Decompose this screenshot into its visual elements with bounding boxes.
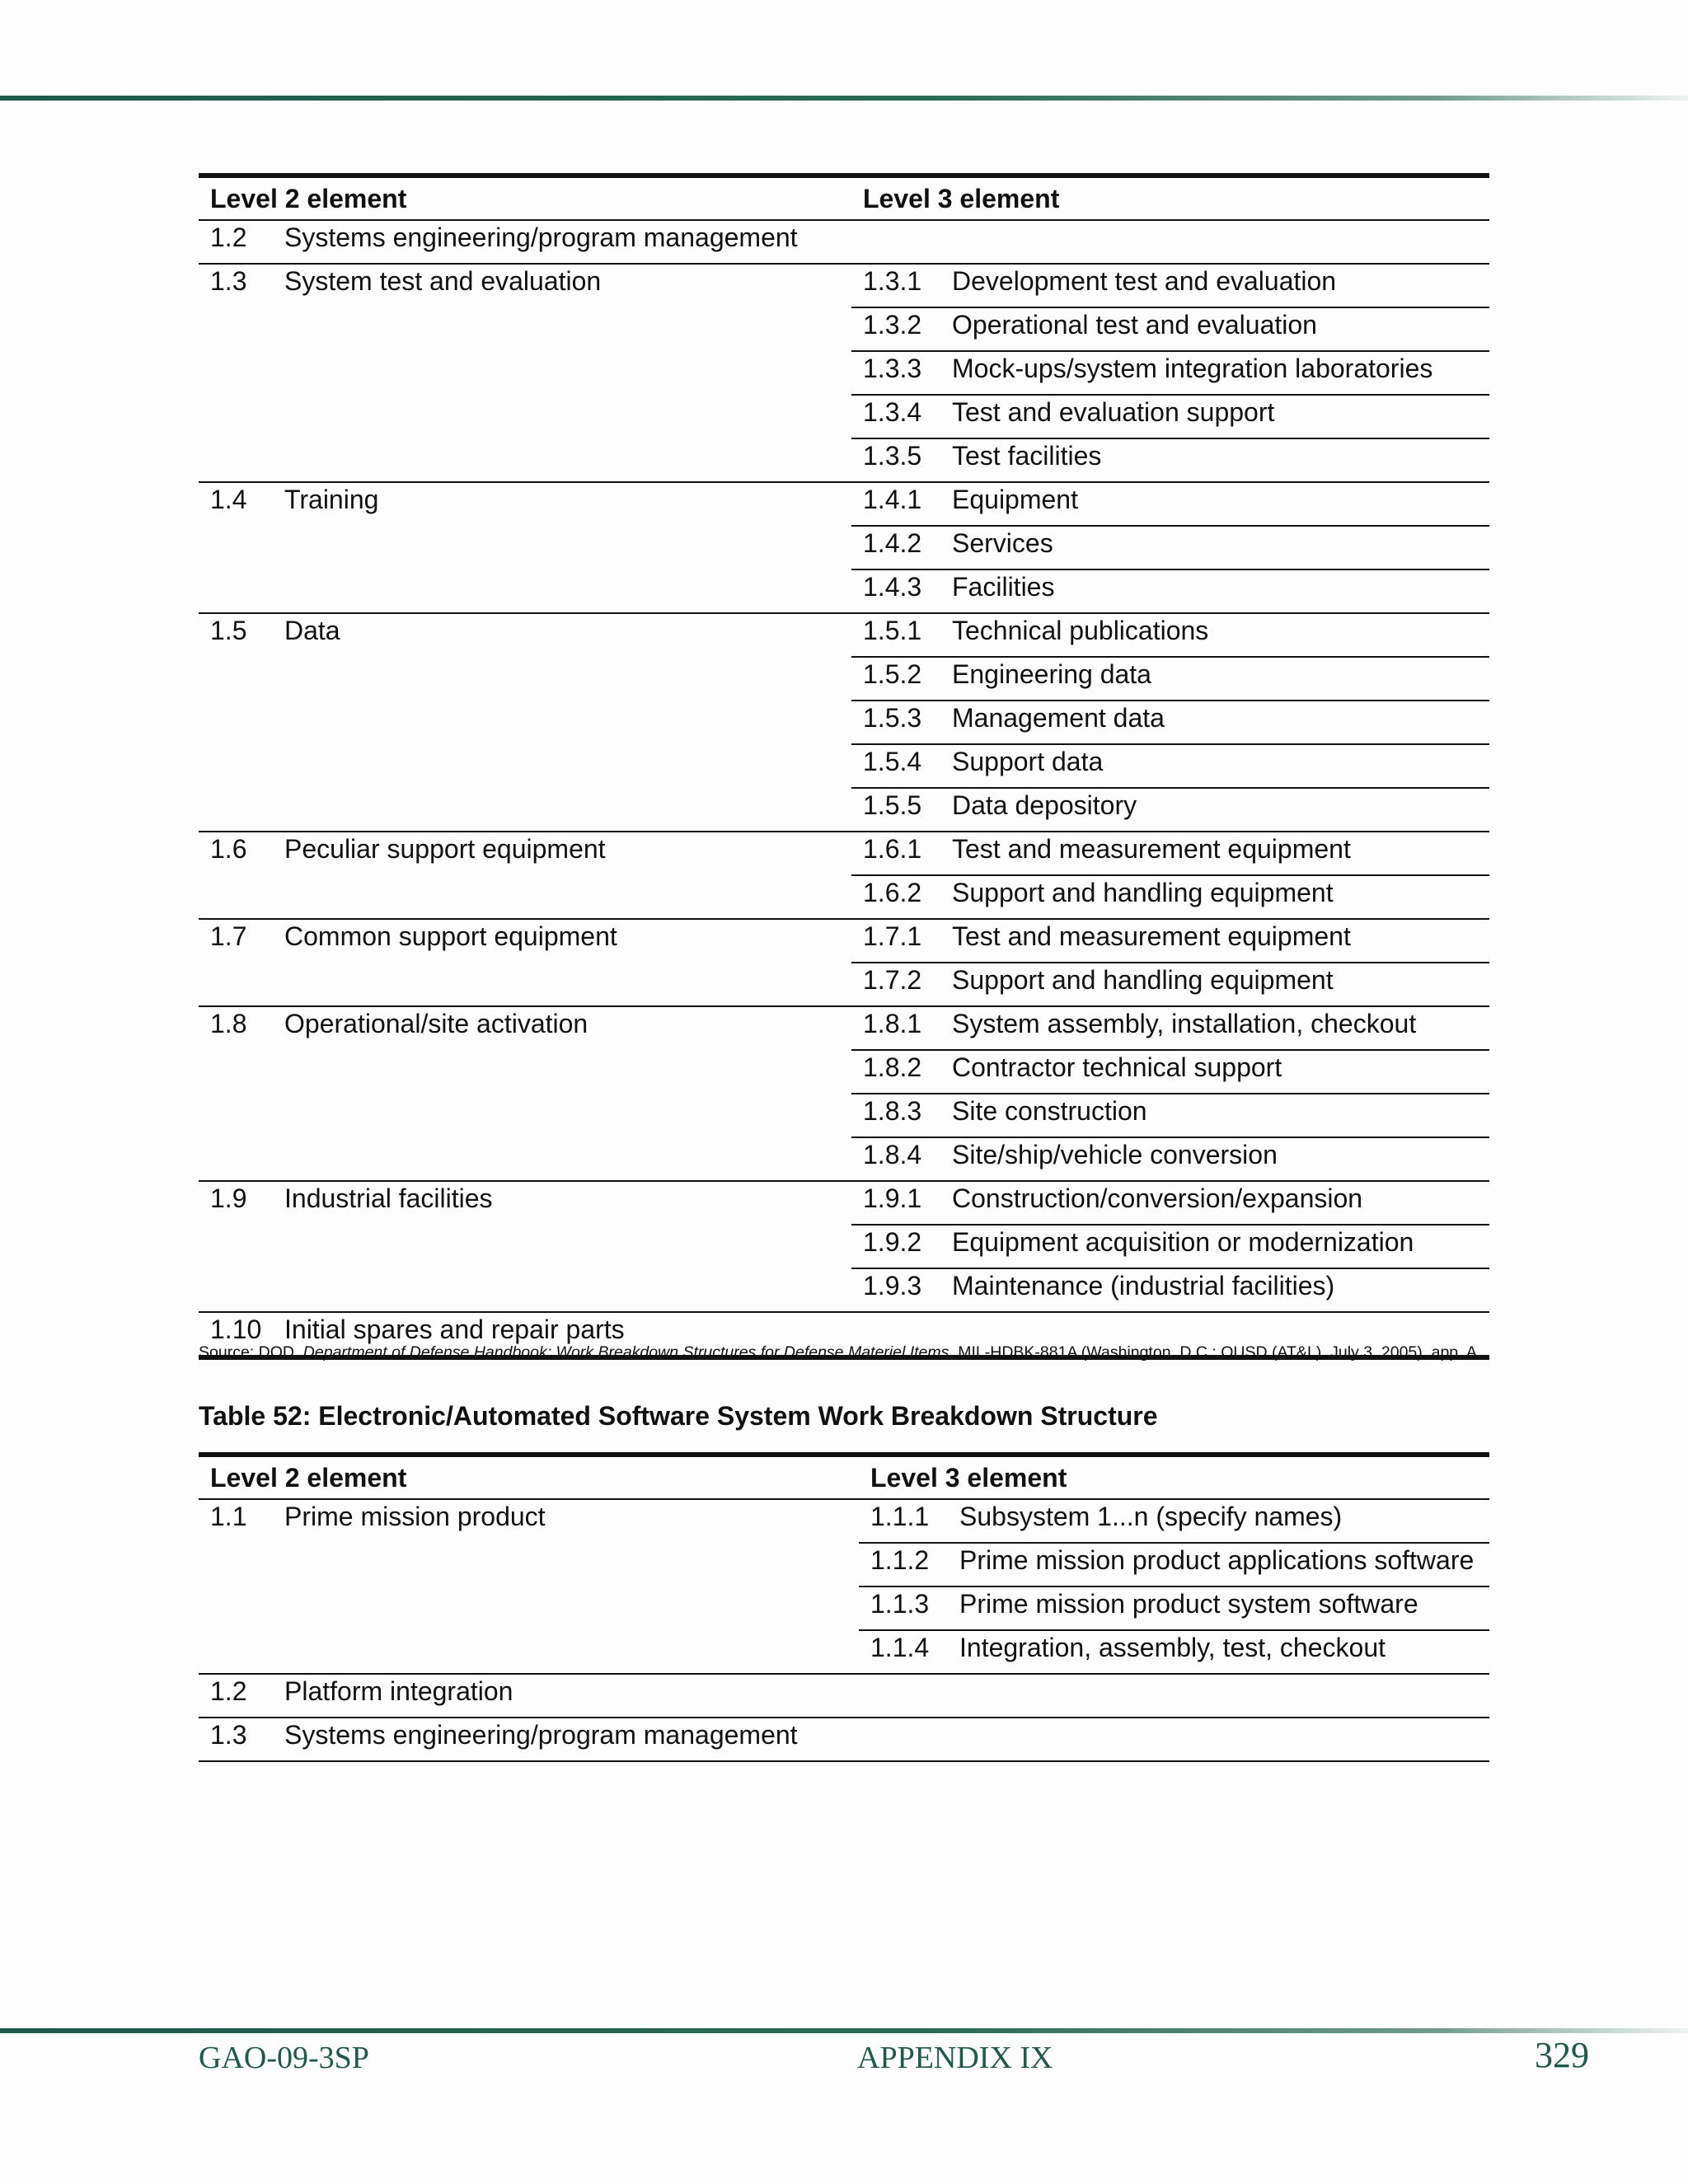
level2-number: 1.1 xyxy=(210,1502,247,1531)
level3-name: Mock-ups/system integration laboratories xyxy=(952,351,1489,395)
level3-number: 1.9.2 xyxy=(851,1225,952,1268)
level3-name: Contractor technical support xyxy=(952,1050,1489,1094)
level3-number: 1.1.3 xyxy=(859,1586,959,1630)
level3-name: Construction/conversion/expansion xyxy=(952,1181,1489,1225)
page-number: 329 xyxy=(1535,2035,1589,2075)
level2-number: 1.3 xyxy=(199,1718,284,1761)
level3-name: Operational test and evaluation xyxy=(952,307,1489,351)
wbs-table-52 xyxy=(199,1452,1489,1762)
footer-rule xyxy=(0,2028,1688,2033)
level3-name: Support and handling equipment xyxy=(952,878,1334,907)
appendix-label: APPENDIX IX xyxy=(857,2041,1053,2075)
table-row xyxy=(199,1006,1489,1050)
level3-name: Facilities xyxy=(952,572,1055,602)
empty-cell xyxy=(859,1718,959,1761)
table-row xyxy=(199,919,1489,963)
level3-name: Site/ship/vehicle conversion xyxy=(952,1140,1278,1169)
level2-header: Level 2 element xyxy=(199,1455,859,1499)
level3-number: 1.5.2 xyxy=(851,657,952,701)
table-row xyxy=(199,1674,1489,1718)
level3-name: Test and measurement equipment xyxy=(952,919,1489,963)
level3-number: 1.3.5 xyxy=(863,441,922,471)
table-row xyxy=(199,1499,1489,1543)
level2-name: Prime mission product xyxy=(284,1502,546,1531)
table-row xyxy=(199,1181,1489,1225)
level3-number: 1.1.1 xyxy=(859,1499,959,1543)
level2-number: 1.8 xyxy=(199,1006,284,1181)
empty-cell xyxy=(859,1674,959,1718)
level3-name: Integration, assembly, test, checkout xyxy=(959,1633,1386,1662)
level2-name: Data xyxy=(284,613,851,832)
level3-number: 1.3.1 xyxy=(851,264,952,307)
level3-number: 1.5.1 xyxy=(851,613,952,657)
level2-number: 1.2 xyxy=(210,223,247,252)
level3-name: Support and handling equipment xyxy=(952,965,1334,995)
level2-name: Systems engineering/program management xyxy=(284,1718,859,1761)
level3-name: System assembly, installation, checkout xyxy=(952,1006,1489,1050)
level3-number: 1.5.3 xyxy=(851,701,952,744)
wbs-table-continued xyxy=(199,173,1489,1360)
level3-number: 1.3.2 xyxy=(851,307,952,351)
level3-number: 1.4.1 xyxy=(851,482,952,526)
level3-name: Site construction xyxy=(952,1094,1489,1137)
level3-name: Engineering data xyxy=(952,657,1489,701)
level3-number: 1.5.4 xyxy=(851,744,952,788)
level3-header: Level 3 element xyxy=(859,1455,1489,1499)
level2-number: 1.3 xyxy=(199,264,284,482)
level3-number: 1.8.2 xyxy=(851,1050,952,1094)
empty-cell xyxy=(959,1718,1489,1761)
level3-number: 1.5.5 xyxy=(863,790,922,820)
level3-number: 1.3.3 xyxy=(851,351,952,395)
level3-header: Level 3 element xyxy=(851,176,1489,220)
level3-name: Equipment acquisition or modernization xyxy=(952,1225,1489,1268)
level3-name: Support data xyxy=(952,744,1489,788)
level3-number: 1.4.3 xyxy=(863,572,922,602)
level3-name: Management data xyxy=(952,701,1489,744)
report-number: GAO-09-3SP xyxy=(199,2041,369,2075)
table-row xyxy=(199,482,1489,526)
level3-name: Test and evaluation support xyxy=(952,395,1489,438)
level2-number: 1.7 xyxy=(199,919,284,1006)
level2-name: Platform integration xyxy=(284,1674,859,1718)
level3-number: 1.8.3 xyxy=(851,1094,952,1137)
level3-number: 1.9.1 xyxy=(851,1181,952,1225)
level2-number: 1.6 xyxy=(199,832,284,919)
level3-name: Test and measurement equipment xyxy=(952,832,1489,875)
level3-number: 1.7.2 xyxy=(863,965,922,995)
level3-name: Technical publications xyxy=(952,613,1489,657)
level3-number: 1.6.1 xyxy=(851,832,952,875)
table-row xyxy=(199,264,1489,307)
header-rule xyxy=(0,96,1688,101)
level2-number: 1.10 xyxy=(199,1312,284,1357)
level3-number: 1.1.2 xyxy=(859,1543,959,1586)
level3-name: Prime mission product applications software xyxy=(959,1543,1489,1586)
table-row xyxy=(199,832,1489,875)
level2-number: 1.5 xyxy=(199,613,284,832)
level2-number: 1.9 xyxy=(199,1181,284,1312)
level3-name: Test facilities xyxy=(952,441,1102,471)
level2-name: Common support equipment xyxy=(284,919,851,1006)
level3-name: Services xyxy=(952,526,1489,569)
level2-name: System test and evaluation xyxy=(284,264,851,482)
level3-number: 1.8.4 xyxy=(863,1140,922,1169)
level3-name: Prime mission product system software xyxy=(959,1586,1489,1630)
level3-number: 1.6.2 xyxy=(863,878,922,907)
level2-number: 1.2 xyxy=(199,1674,284,1718)
level3-number: 1.3.4 xyxy=(851,395,952,438)
level3-number: 1.7.1 xyxy=(851,919,952,963)
level2-name: Initial spares and repair parts xyxy=(284,1312,851,1357)
table-row xyxy=(199,220,1489,264)
source-note: Source: DOD, Department of Defense Handbook: Work Breakdown Structures for Defense Materiel Items, MIL-HDBK-881A (Washington, D.C.: OUSD (AT&L), July 3, 2005), app. A. xyxy=(199,1343,1482,1361)
empty-cell xyxy=(959,1674,1489,1718)
table-caption: Table 52: Electronic/Automated Software System Work Breakdown Structure xyxy=(199,1401,1158,1431)
level2-header: Level 2 element xyxy=(199,176,851,220)
level2-name: Industrial facilities xyxy=(284,1181,851,1312)
level2-name: Systems engineering/program management xyxy=(284,223,798,252)
table-row xyxy=(199,1718,1489,1761)
level3-name: Development test and evaluation xyxy=(952,264,1489,307)
empty-cell xyxy=(952,220,1489,264)
empty-cell xyxy=(851,220,952,264)
level3-number: 1.8.1 xyxy=(851,1006,952,1050)
level3-name: Maintenance (industrial facilities) xyxy=(952,1271,1335,1301)
level3-name: Data depository xyxy=(952,790,1137,820)
table-row xyxy=(199,613,1489,657)
level2-name: Training xyxy=(284,482,851,613)
level2-name: Operational/site activation xyxy=(284,1006,851,1181)
level3-number: 1.9.3 xyxy=(863,1271,922,1301)
level3-number: 1.1.4 xyxy=(870,1633,930,1662)
level2-name: Peculiar support equipment xyxy=(284,832,851,919)
level3-name: Subsystem 1...n (specify names) xyxy=(959,1499,1489,1543)
level3-name: Equipment xyxy=(952,482,1489,526)
level2-number: 1.4 xyxy=(199,482,284,613)
level3-number: 1.4.2 xyxy=(851,526,952,569)
